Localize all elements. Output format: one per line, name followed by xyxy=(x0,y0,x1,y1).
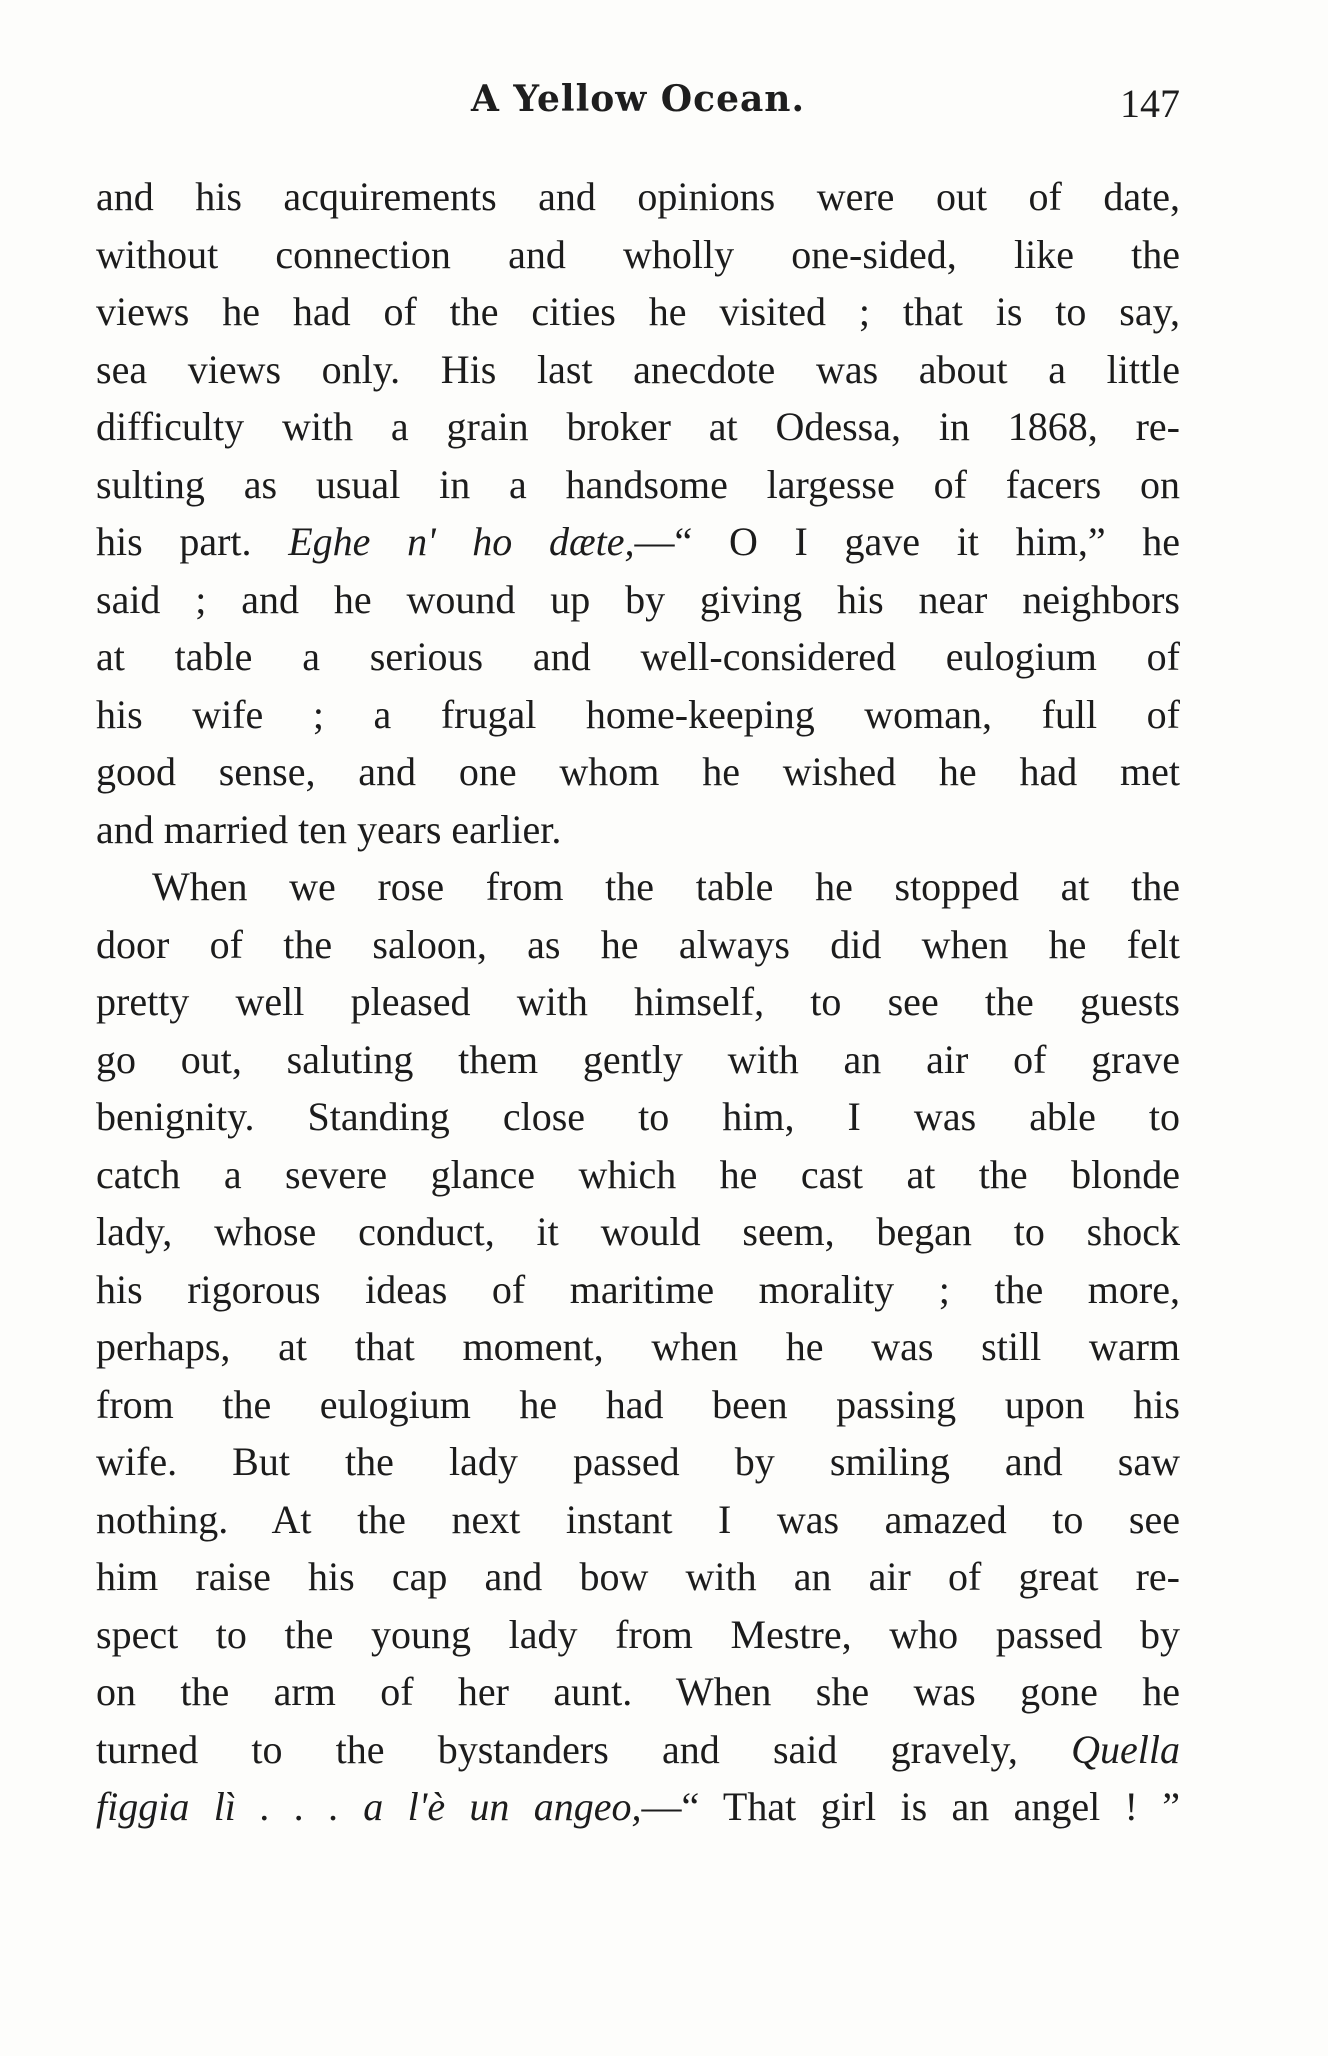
body-text xyxy=(96,168,1180,1836)
text-line: nothing. At the next instant I was amazed to see xyxy=(96,1496,1180,1542)
text-line: spect to the young lady from Mestre, who passed by xyxy=(96,1611,1180,1657)
text-run: —“ O I gave it him,” he xyxy=(634,519,1180,564)
text-line: go out, saluting them gently with an air of grave xyxy=(96,1036,1180,1082)
text-line: and his acquirements and opinions were out of date, xyxy=(96,174,1180,219)
page-header xyxy=(96,70,1180,130)
text-run: his part. xyxy=(96,519,289,564)
text-line: good sense, and one whom he wished he had met xyxy=(96,749,1180,794)
running-title: A Yellow Ocean. xyxy=(470,78,806,120)
text-line-paragraph-start: When we rose from the table he stopped at the xyxy=(152,864,1180,909)
text-line: perhaps, at that moment, when he was still warm xyxy=(96,1324,1180,1369)
text-line: lady, whose conduct, it would seem, began to shock xyxy=(96,1209,1180,1254)
text-line: at table a serious and well-considered eulogium of xyxy=(96,634,1180,679)
text-line: door of the saloon, as he always did when he felt xyxy=(96,921,1180,967)
italic-dialect-phrase: Quella xyxy=(1071,1726,1180,1772)
text-line: his wife ; a frugal home-keeping woman, full of xyxy=(96,691,1180,737)
text-line: difficulty with a grain broker at Odessa, in 1868, re- xyxy=(96,404,1180,449)
text-run: turned to the bystanders and said gravely, xyxy=(96,1726,1072,1772)
text-line-mixed xyxy=(96,1721,1180,1779)
italic-dialect-phrase: figgia lì . . . a l'è un angeo, xyxy=(96,1784,642,1829)
text-line: views he had of the cities he visited ; that is to say, xyxy=(96,289,1180,334)
text-line: benignity. Standing close to him, I was able to xyxy=(96,1094,1180,1139)
text-line: wife. But the lady passed by smiling and saw xyxy=(96,1439,1180,1484)
text-line: catch a severe glance which he cast at the blonde xyxy=(96,1151,1180,1197)
text-line: him raise his cap and bow with an air of great re- xyxy=(96,1554,1180,1599)
text-line-mixed xyxy=(96,1778,1180,1836)
text-run: —“ That girl is an angel ! ” xyxy=(641,1784,1180,1829)
text-line: pretty well pleased with himself, to see the guests xyxy=(96,979,1180,1024)
text-line: on the arm of her aunt. When she was gone he xyxy=(96,1669,1180,1714)
text-line: without connection and wholly one-sided, like the xyxy=(96,231,1180,277)
text-line-mixed xyxy=(96,513,1180,571)
text-line: said ; and he wound up by giving his near neighbors xyxy=(96,576,1180,622)
page-number: 147 xyxy=(1120,81,1180,126)
text-line: his rigorous ideas of maritime morality ; the more, xyxy=(96,1266,1180,1312)
text-line: from the eulogium he had been passing upon his xyxy=(96,1381,1180,1427)
text-line: and married ten years earlier. xyxy=(96,806,562,852)
text-line: sulting as usual in a handsome largesse of facers on xyxy=(96,461,1180,507)
text-line: sea views only. His last anecdote was about a little xyxy=(96,346,1180,392)
italic-dialect-phrase: Eghe n' ho dæte, xyxy=(288,519,635,564)
